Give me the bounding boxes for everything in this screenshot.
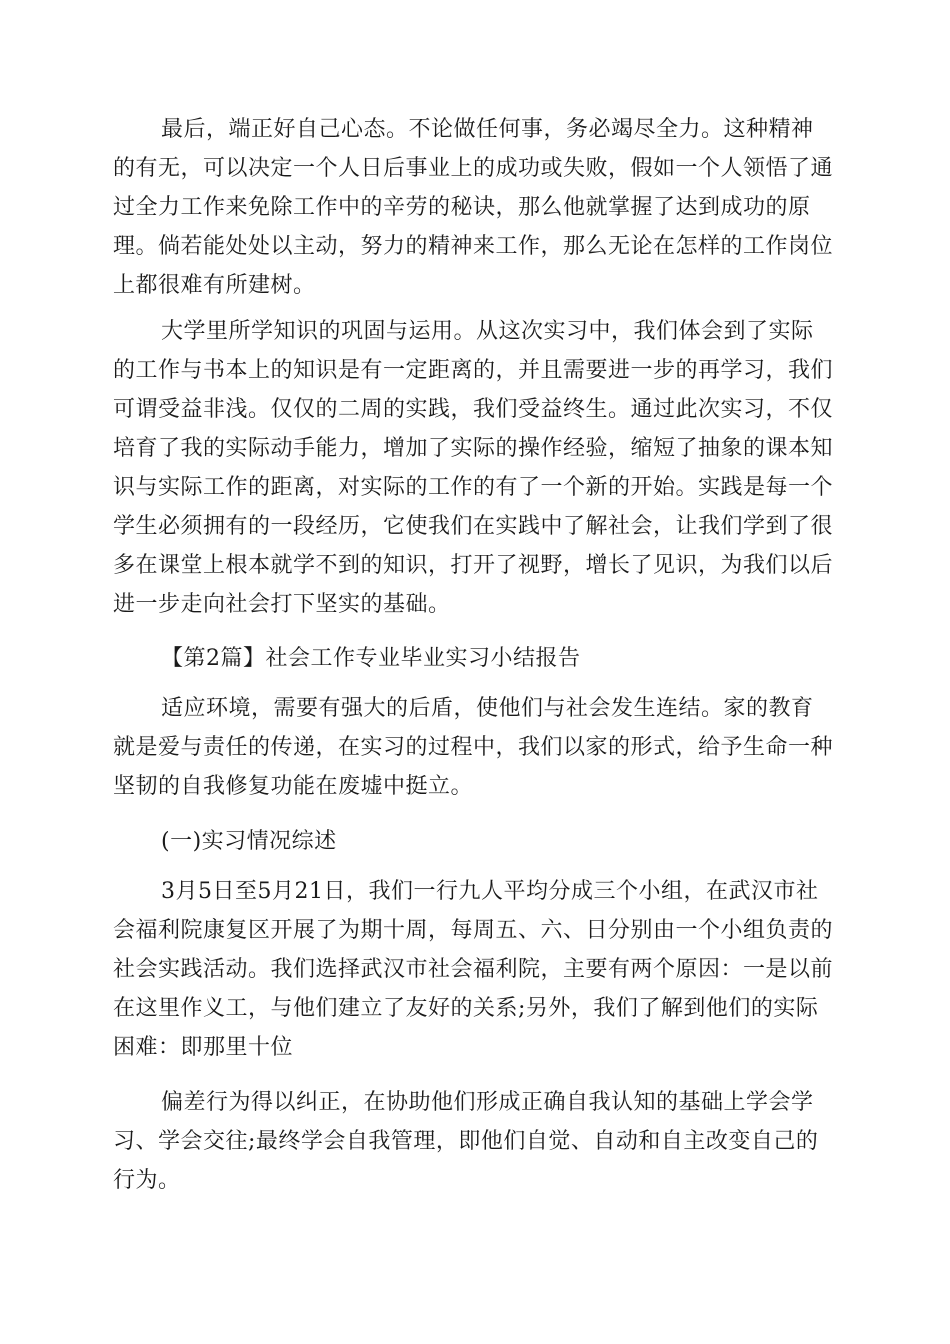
paragraph-environment: 适应环境，需要有强大的后盾，使他们与社会发生连结。家的教育就是爱与责任的传递，在实习的过程中，我们以家的形式，给予生命一种坚韧的自我修复功能在废墟中挺立。 [113,696,834,799]
paragraph-attitude: 最后，端正好自己心态。不论做任何事，务必竭尽全力。这种精神的有无，可以决定一个人日后事业上的成功或失败，假如一个人领悟了通过全力工作来免除工作中的辛劳的秘诀，那么他就掌握了达到成功的原理。倘若能处处以主动，努力的精神来工作，那么无论在怎样的工作岗位上都很难有所建树。 [113,117,834,298]
paragraph-practice-summary: 3月5日至5月21日，我们一行九人平均分成三个小组，在武汉市社会福利院康复区开展了为期十周，每周五、六、日分别由一个小组负责的社会实践活动。我们选择武汉市社会福利院，主要有两个原因：一是以前在这里作义工，与他们建立了友好的关系;另外，我们了解到他们的实际困难：即那里十位 [113,879,834,1060]
paragraph-knowledge: 大学里所学知识的巩固与运用。从这次实习中，我们体会到了实际的工作与书本上的知识是有一定距离的，并且需要进一步的再学习，我们可谓受益非浅。仅仅的二周的实践，我们受益终生。通过此次实习，不仅培育了我的实际动手能力，增加了实际的操作经验，缩短了抽象的课本知识与实际工作的距离，对实际的工作的有了一个新的开始。实践是每一个学生必须拥有的一段经历，它使我们在实践中了解社会，让我们学到了很多在课堂上根本就学不到的知识，打开了视野，增长了见识，为我们以后进一步走向社会打下坚实的基础。 [113,319,834,617]
subsection-heading-overview: (一)实习情况综述 [161,829,337,854]
paragraph-behavior: 偏差行为得以纠正，在协助他们形成正确自我认知的基础上学会学习、学会交往;最终学会自我管理，即他们自觉、自动和自主改变自己的行为。 [113,1090,819,1193]
section-heading-part-2: 【第2篇】社会工作专业毕业实习小结报告 [161,646,581,671]
